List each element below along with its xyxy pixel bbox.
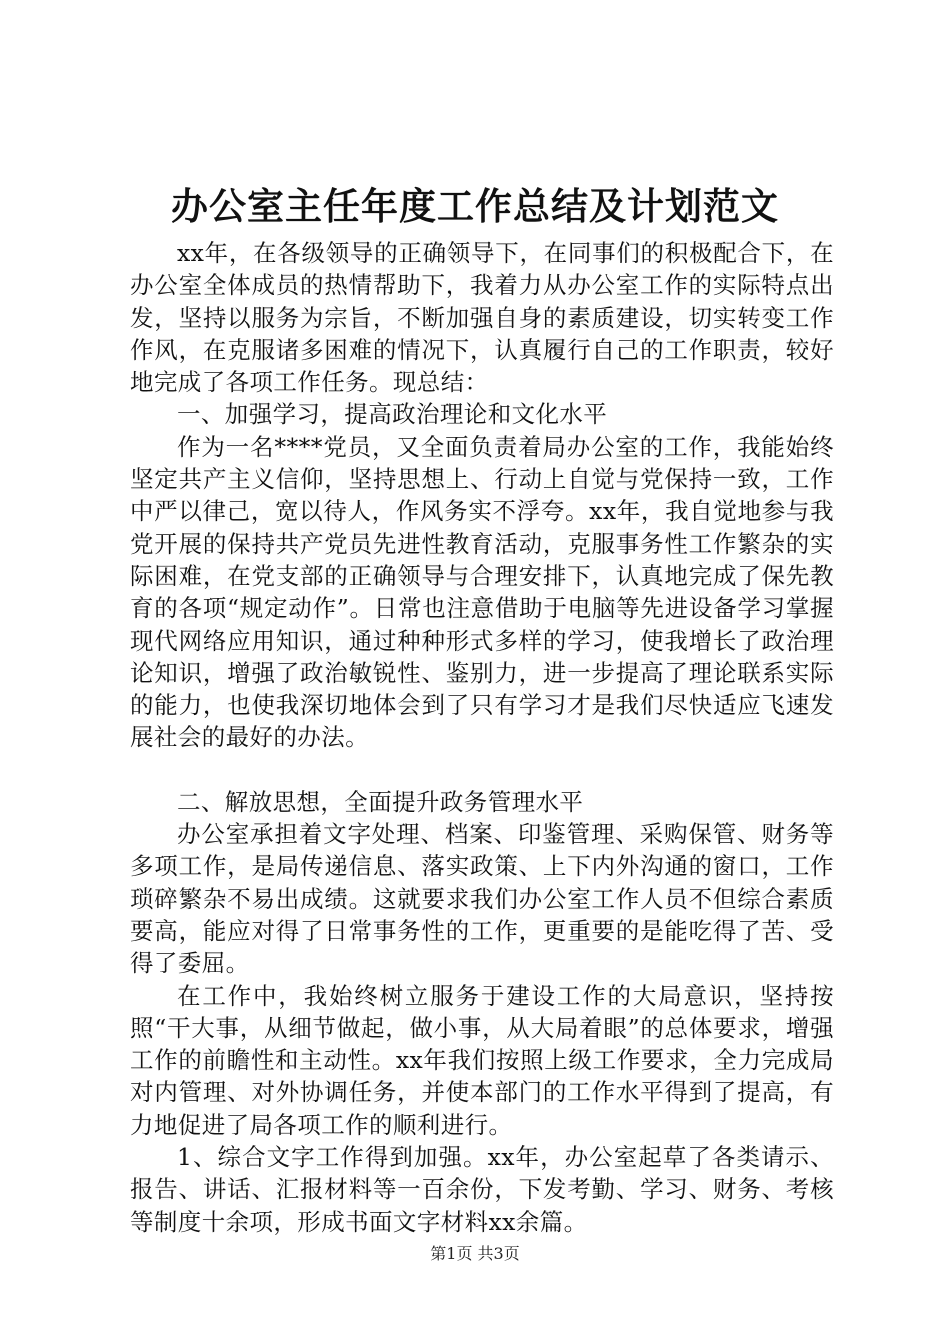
section-2-paragraph-1: 办公室承担着文字处理、档案、印鉴管理、采购保管、财务等多项工作，是局传递信息、落实政策、上下内外沟通的窗口，工作琐碎繁杂不易出成绩。这就要求我们办公室工作人员不但综合素质要高，能应对得了日常事务性的工作，更重要的是能吃得了苦、受得了委屈。	[130, 820, 834, 978]
intro-paragraph: xx年，在各级领导的正确领导下，在同事们的积极配合下，在办公室全体成员的热情帮助下，我着力从办公室工作的实际特点出发，坚持以服务为宗旨，不断加强自身的素质建设，切实转变工作作风，在克服诸多困难的情况下，认真履行自己的工作职责，较好地完成了各项工作任务。现总结：	[130, 239, 834, 397]
document-body	[130, 237, 834, 1238]
section-heading-1: 一、加强学习，提高政治理论和文化水平	[177, 400, 608, 429]
document-title: 办公室主任年度工作总结及计划范文	[171, 184, 779, 228]
section-heading-2: 二、解放思想，全面提升政务管理水平	[177, 787, 584, 816]
section-1-paragraph: 作为一名****党员，又全面负责着局办公室的工作，我能始终坚定共产主义信仰，坚持思想上、行动上自觉与党保持一致，工作中严以律己，宽以待人，作风务实不浮夸。xx年，我自觉地参与我党开展的保持共产党员先进性教育活动，克服事务性工作繁杂的实际困难，在党支部的正确领导与合理安排下，认真地完成了保先教育的各项“规定动作”。日常也注意借助于电脑等先进设备学习掌握现代网络应用知识，通过种种形式多样的学习，使我增长了政治理论知识，增强了政治敏锐性、鉴别力，进一步提高了理论联系实际的能力，也使我深切地体会到了只有学习才是我们尽快适应飞速发展社会的最好的办法。	[130, 432, 834, 752]
page-number-footer: 第1页 共3页	[430, 1244, 520, 1263]
section-2-paragraph-2: 在工作中，我始终树立服务于建设工作的大局意识，坚持按照“干大事，从细节做起，做小事，从大局着眼”的总体要求，增强工作的前瞻性和主动性。xx年我们按照上级工作要求，全力完成局对内管理、对外协调任务，并使本部门的工作水平得到了提高，有力地促进了局各项工作的顺利进行。	[130, 981, 834, 1139]
section-2-item-1: 1、综合文字工作得到加强。xx年，办公室起草了各类请示、报告、讲话、汇报材料等一百余份，下发考勤、学习、财务、考核等制度十余项，形成书面文字材料xx余篇。	[130, 1143, 834, 1236]
